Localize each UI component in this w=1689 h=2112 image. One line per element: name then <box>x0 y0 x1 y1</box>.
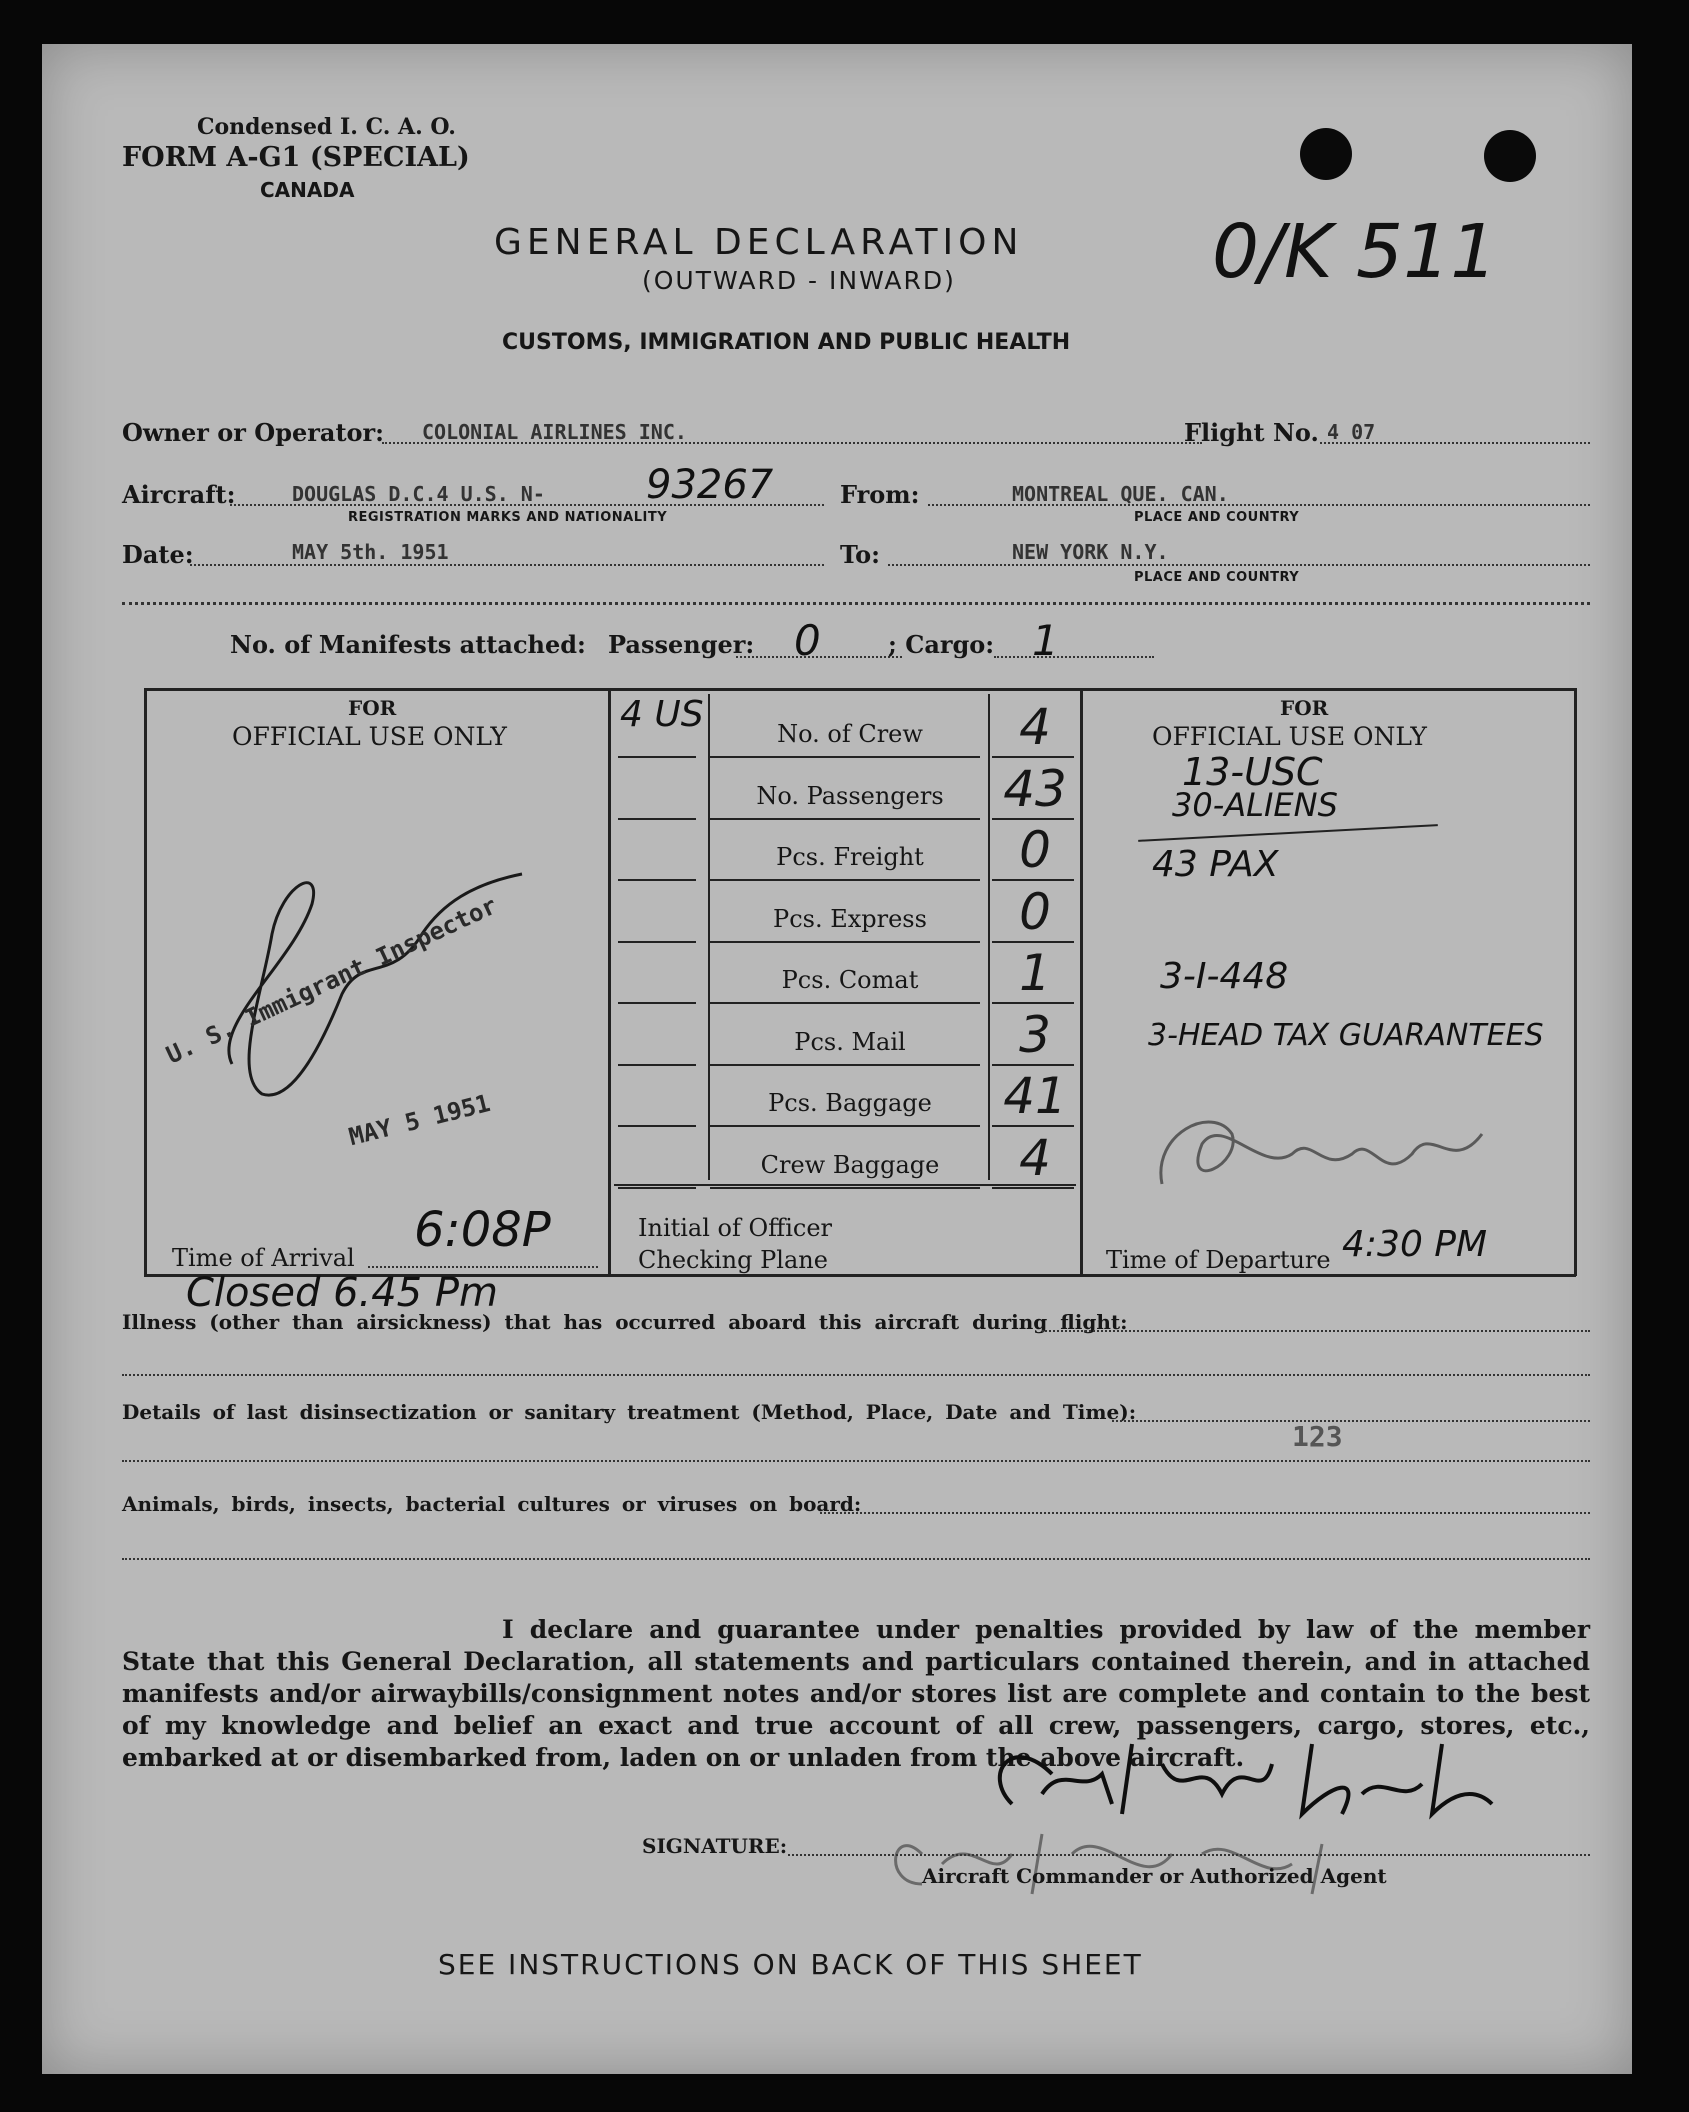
owner-label: Owner or Operator: <box>122 418 385 447</box>
note-usc: 13-USC <box>1182 750 1323 794</box>
table-row-value: 3 <box>1019 1005 1051 1064</box>
table-row-label: Pcs. Freight <box>776 843 924 871</box>
immigration-stamp-date: MAY 5 1951 <box>346 1089 493 1152</box>
time-departure-label: Time of Departure <box>1106 1246 1331 1274</box>
illness-question: Illness (other than airsickness) that has occurred aboard this aircraft during flight: <box>122 1310 1128 1334</box>
from-value: MONTREAL QUE. CAN. <box>1012 482 1229 506</box>
section-heading: CUSTOMS, IMMIGRATION AND PUBLIC HEALTH <box>502 330 1071 355</box>
signature-caption: Aircraft Commander or Authorized Agent <box>922 1864 1387 1888</box>
table-row-label: No. of Crew <box>777 720 923 748</box>
right-official-for: FOR <box>1280 696 1329 720</box>
declaration-text: I declare and guarantee under penalties provided by law of the member State that this General Declaration, all statements and particulars contained therein, and in attached manifests and/or airwaybills/consignment notes and/or stores list are complete and contain to the best of my knowledge and belief an exact and true account of all crew, passengers, cargo, stores, etc., embarked at or disembarked from, laden on or unladen from the above aircraft. <box>122 1615 1590 1772</box>
declaration-sheet <box>42 44 1632 2074</box>
table-row-label: Pcs. Baggage <box>768 1089 932 1117</box>
initial-officer-label: Initial of Officer <box>638 1214 833 1242</box>
table-row-label: No. Passengers <box>756 781 944 810</box>
punch-hole <box>1484 130 1536 182</box>
table-row-label: Pcs. Express <box>773 904 927 933</box>
cargo-manifest-value: 1 <box>1032 616 1059 665</box>
inspector-signature <box>1122 1074 1502 1214</box>
table-row-value: 43 <box>1003 759 1067 818</box>
note-pax-total: 43 PAX <box>1152 844 1279 885</box>
from-label: From: <box>840 480 920 509</box>
table-row-value: 0 <box>1019 821 1051 879</box>
form-header-line1: Condensed I. C. A. O. <box>197 114 456 140</box>
table-row-label: Pcs. Comat <box>781 966 919 994</box>
aircraft-caption: REGISTRATION MARKS AND NATIONALITY <box>348 510 668 525</box>
passenger-manifest-label: Passenger: <box>608 630 755 659</box>
form-header-country: CANADA <box>260 178 355 202</box>
note-head-tax: 3-HEAD TAX GUARANTEES <box>1148 1018 1544 1053</box>
signature-label: SIGNATURE: <box>642 1834 788 1858</box>
table-row-label: Pcs. Mail <box>794 1027 906 1056</box>
right-official-header: OFFICIAL USE ONLY <box>1152 722 1427 751</box>
check-note: 4 US <box>620 694 704 735</box>
left-official-for: FOR <box>348 696 397 720</box>
date-value: MAY 5th. 1951 <box>292 540 449 564</box>
owner-value: COLONIAL AIRLINES INC. <box>422 420 687 444</box>
footer-instructions: SEE INSTRUCTIONS ON BACK OF THIS SHEET <box>438 1948 1143 1981</box>
table-row-value: 1 <box>1019 944 1051 1002</box>
table-row-value: 41 <box>1003 1067 1067 1125</box>
immigration-stamp: U. S. Immigrant Inspector <box>162 891 502 1070</box>
disinsectization-stamp: 123 <box>1292 1420 1343 1453</box>
date-label: Date: <box>122 540 194 569</box>
form-header-line2: FORM A-G1 (SPECIAL) <box>122 142 470 173</box>
time-arrival-value: 6:08P <box>414 1202 551 1258</box>
immigration-stamp-signature <box>172 844 552 1164</box>
page-title: GENERAL DECLARATION <box>494 222 1024 263</box>
left-official-header: OFFICIAL USE ONLY <box>232 722 507 751</box>
aircraft-label: Aircraft: <box>122 480 236 509</box>
passenger-manifest-value: 0 <box>794 616 821 665</box>
flight-label: Flight No. <box>1184 418 1319 447</box>
flight-value: 4 07 <box>1327 420 1376 444</box>
aircraft-value: DOUGLAS D.C.4 U.S. N- <box>292 482 545 506</box>
cargo-manifest-label: ; Cargo: <box>888 630 995 659</box>
to-caption: PLACE AND COUNTRY <box>1134 570 1300 585</box>
disinsectization-question: Details of last disinsectization or sanitary treatment (Method, Place, Date and Time): <box>122 1400 1137 1424</box>
handwritten-reference: 0/K 511 <box>1212 209 1498 295</box>
to-label: To: <box>840 540 880 569</box>
animals-question: Animals, birds, insects, bacterial cultures or viruses on board: <box>122 1492 862 1516</box>
note-aliens: 30-ALIENS <box>1172 786 1338 824</box>
time-arrival-label: Time of Arrival <box>172 1244 355 1272</box>
table-row-value: 4 <box>1019 698 1051 756</box>
aircraft-registration-handwritten: 93267 <box>646 462 774 508</box>
closed-note: Closed 6.45 Pm <box>186 1270 498 1316</box>
checking-plane-label: Checking Plane <box>638 1246 828 1274</box>
punch-hole <box>1300 128 1352 180</box>
time-departure-value: 4:30 PM <box>1342 1224 1488 1265</box>
from-caption: PLACE AND COUNTRY <box>1134 510 1300 525</box>
table-row-value: 0 <box>1019 882 1051 941</box>
manifests-label: No. of Manifests attached: <box>230 630 586 659</box>
page-subtitle: (OUTWARD - INWARD) <box>642 266 956 295</box>
to-value: NEW YORK N.Y. <box>1012 540 1169 564</box>
note-i448: 3-I-448 <box>1160 956 1289 997</box>
table-row-label: Crew Baggage <box>760 1150 940 1179</box>
table-row-value: 4 <box>1019 1128 1051 1187</box>
